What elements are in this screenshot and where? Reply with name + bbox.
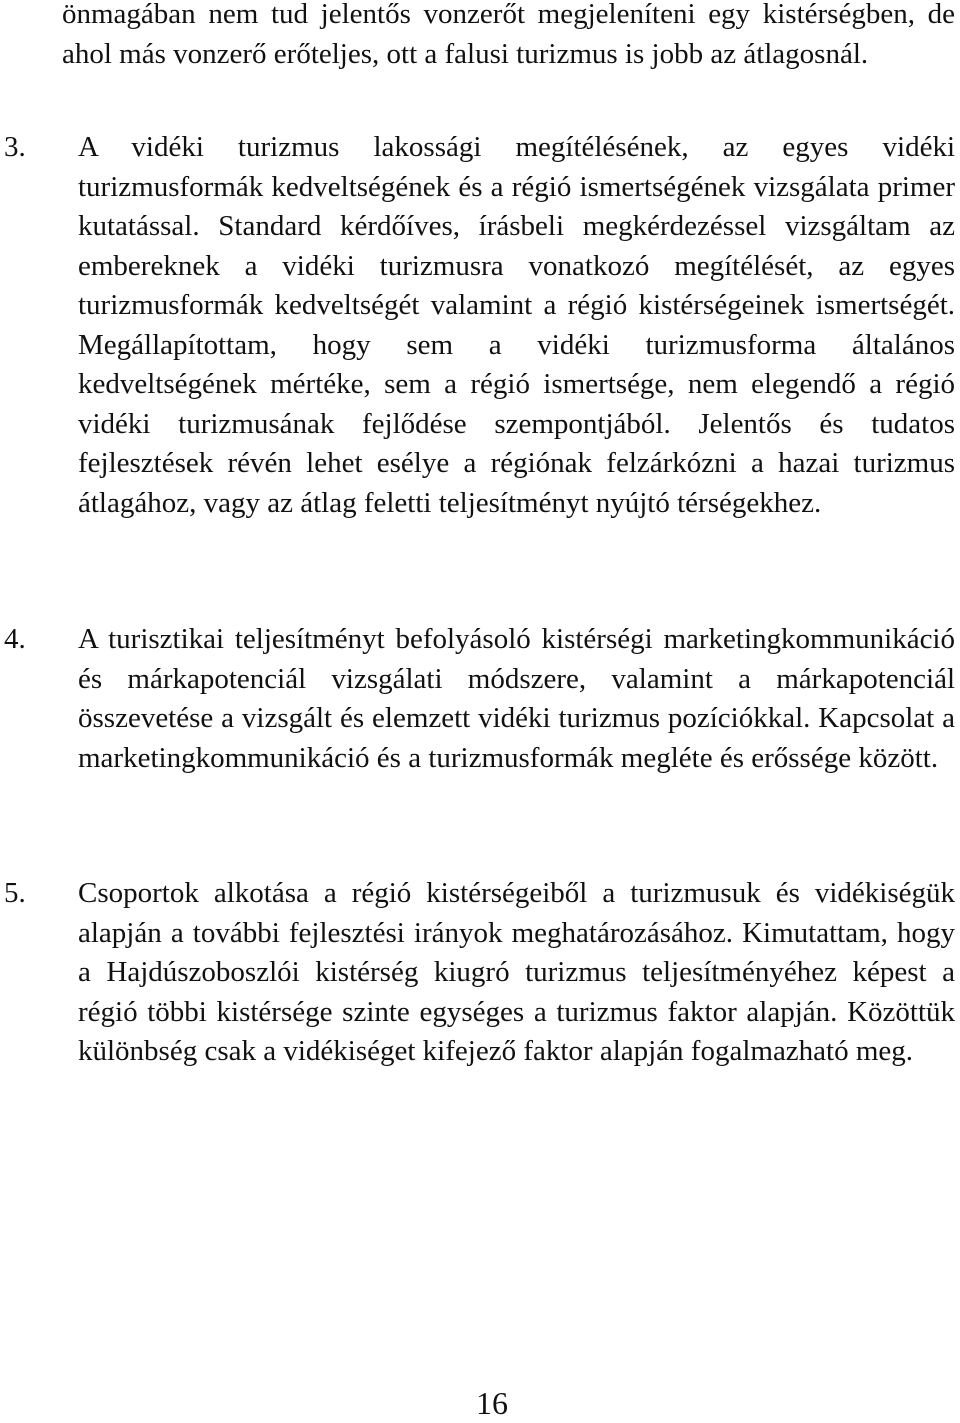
continuation-paragraph: önmagában nem tud jelentős vonzerőt megjeleníteni egy kistérségben, de ahol más vonzerő erőteljes, ott a falusi turizmus is jobb az átlagosnál. <box>62 0 955 70</box>
list-item-text: A vidéki turizmus lakossági megítélésének, az egyes vidéki turizmusformák kedveltségének és a régió ismertségének vizsgálata primer kutatással. Standard kérdőíves, írásbeli megkérdezéssel vizsgáltam az embereknek a vidéki turizmusra vonatkozó megítélését, az egyes turizmusformák kedveltségét valamint a régió kistérségeinek ismertségét. Megállapítottam, hogy sem a vidéki turizmusforma általános kedveltségének mértéke, sem a régió ismertsége, nem elegendő a régió vidéki turizmusának fejlődése szempontjából. Jelentős és tudatos fejlesztések révén lehet esélye a régiónak felzárkózni a hazai turizmus átlagához, vagy az átlag feletti teljesítményt nyújtó térségekhez. <box>78 131 955 519</box>
list-item-3 <box>4 128 955 523</box>
list-item-5 <box>4 874 955 1072</box>
list-item-number: 3. <box>4 131 26 163</box>
page-number: 16 <box>476 1385 508 1421</box>
list-item-4 <box>4 620 955 778</box>
list-item-text: A turisztikai teljesítményt befolyásoló kistérségi marketingkommunikáció és márkapotenciál vizsgálati módszere, valamint a márkapotenciál összevetése a vizsgált és elemzett vidéki turizmus pozíciókkal. Kapcsolat a marketingkommunikáció és a turizmusformák megléte és erőssége között. <box>78 623 955 774</box>
list-item-number: 4. <box>4 623 26 655</box>
list-item-number: 5. <box>4 877 26 909</box>
list-item-text: Csoportok alkotása a régió kistérségeiből a turizmusuk és vidékiségük alapján a további fejlesztési irányok meghatározásához. Kimutattam, hogy a Hajdúszoboszlói kistérség kiugró turizmus teljesítményéhez képest a régió többi kistérsége szinte egységes a turizmus faktor alapján. Közöttük különbség csak a vidékiséget kifejező faktor alapján fogalmazható meg. <box>78 877 955 1067</box>
